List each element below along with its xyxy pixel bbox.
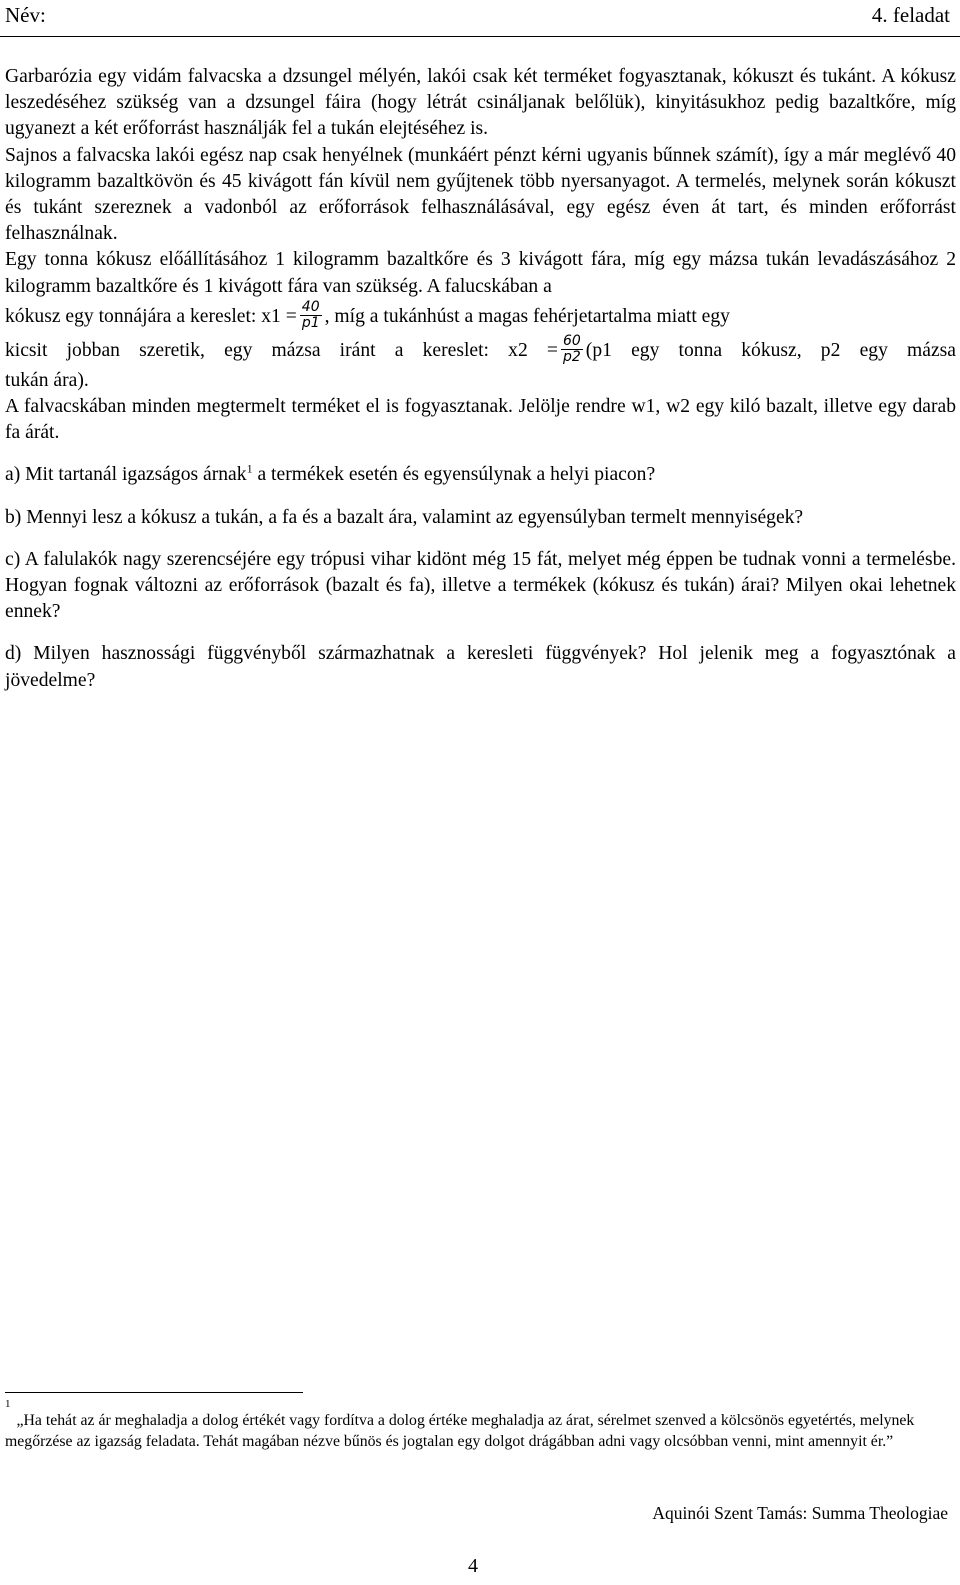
p3-text-b: kókusz egy tonnájára a kereslet: x1 = bbox=[5, 305, 297, 327]
page-header bbox=[0, 0, 960, 37]
page-number: 4 bbox=[468, 1555, 478, 1577]
footnote bbox=[5, 1398, 950, 1452]
question-a-text-2: a termékek esetén és egyensúlynak a helyi piacon? bbox=[252, 464, 656, 486]
intro-paragraph-4: A falvacskában minden megtermelt terméket el is fogyasztanak. Jelölje rendre w1, w2 egy kiló bazalt, illetve egy darab fa árát. bbox=[5, 396, 956, 444]
fraction-2-numerator: 60 bbox=[562, 332, 581, 349]
demand-line-2 bbox=[5, 334, 956, 368]
citation: Aquinói Szent Tamás: Summa Theologiae bbox=[652, 1503, 948, 1523]
intro-paragraph-1: Garbarózia egy vidám falvacska a dzsungel mélyén, lakói csak két terméket fogyasztanak, kókuszt és tukánt. A kókusz leszedéséhez szükség van a dzsungel fáira (hogy létrát csináljanak belőlük), kinyitásukhoz pedig bazaltkőre, míg ugyanezt a két erőforrást használják fel a tukán elejtéséhez is. bbox=[5, 66, 956, 140]
p3-text-a: Egy tonna kókusz előállításához 1 kilogramm bazaltkőre és 3 kivágott fára, míg egy mázsa tukán levadászásához 2 kilogramm bazaltkőre és 1 kivágott fára van szükség. A falucskában a bbox=[5, 249, 956, 297]
demand-line-1 bbox=[5, 300, 956, 334]
footnote-divider bbox=[5, 1392, 303, 1393]
footnote-text: „Ha tehát az ár meghaladja a dolog értékét vagy fordítva a dolog értéke meghaladja az árat, sérelmet szenved a kölcsönös egyetértés, melynek megőrzése az igazság feladata. Tehát magában nézve bűnös és jogtalan egy dolgot drágábban adni vagy olcsóbban venni, mint amennyit ér.” bbox=[5, 1412, 915, 1450]
question-a bbox=[5, 462, 956, 488]
p3-text-c: , míg a tukánhúst a magas fehérjetartalma miatt egy bbox=[324, 305, 730, 327]
task-body bbox=[5, 64, 956, 694]
p3-text-f: tukán ára). bbox=[5, 369, 89, 391]
fraction-2-denominator: p2 bbox=[562, 348, 581, 365]
name-label: Név: bbox=[5, 3, 46, 27]
p3-text-d: kicsit jobban szeretik, egy mázsa iránt a kereslet: x2 = bbox=[5, 339, 558, 361]
task-label: 4. feladat bbox=[871, 3, 950, 27]
intro-paragraph-3 bbox=[5, 247, 956, 299]
p3-text-e: (p1 egy tonna kókusz, p2 egy mázsa bbox=[585, 339, 956, 361]
question-d: d) Milyen hasznossági függvényből származhatnak a keresleti függvények? Hol jelenik meg a fogyasztónak a jövedelme? bbox=[5, 643, 956, 691]
fraction-1-numerator: 40 bbox=[301, 298, 320, 315]
demand-fraction-2 bbox=[561, 334, 583, 365]
footnote-marker: 1 bbox=[5, 1398, 11, 1410]
intro-paragraph-2: Sajnos a falvacska lakói egész nap csak henyélnek (munkáért pénzt kérni ugyanis bűnnek számít), így a már meglévő 40 kilogramm bazaltkövön és 45 kivágott fán kívül nem gyűjtenek több nyersanyagot. A termelés, melynek során kókuszt és tukánt szereznek a vadonból az erőforrások felhasználásával, egy egész éven át tart, és minden erőforrást felhasználnak. bbox=[5, 144, 956, 245]
fraction-1-denominator: p1 bbox=[301, 314, 320, 331]
footnote-reference: 1 bbox=[246, 461, 253, 476]
demand-fraction-1 bbox=[300, 300, 322, 331]
question-c: c) A falulakók nagy szerencséjére egy trópusi vihar kidönt még 15 fát, melyet még éppen be tudnak vonni a termelésbe. Hogyan fognak változni az erőforrások (bazalt és fa), illetve a termékek (kókusz és tukán) árai? Milyen okai lehetnek ennek? bbox=[5, 548, 956, 623]
question-b: b) Mennyi lesz a kókusz a tukán, a fa és a bazalt ára, valamint az egyensúlyban termelt mennyiségek? bbox=[5, 506, 804, 528]
question-a-text-1: a) Mit tartanál igazságos árnak bbox=[5, 464, 247, 486]
